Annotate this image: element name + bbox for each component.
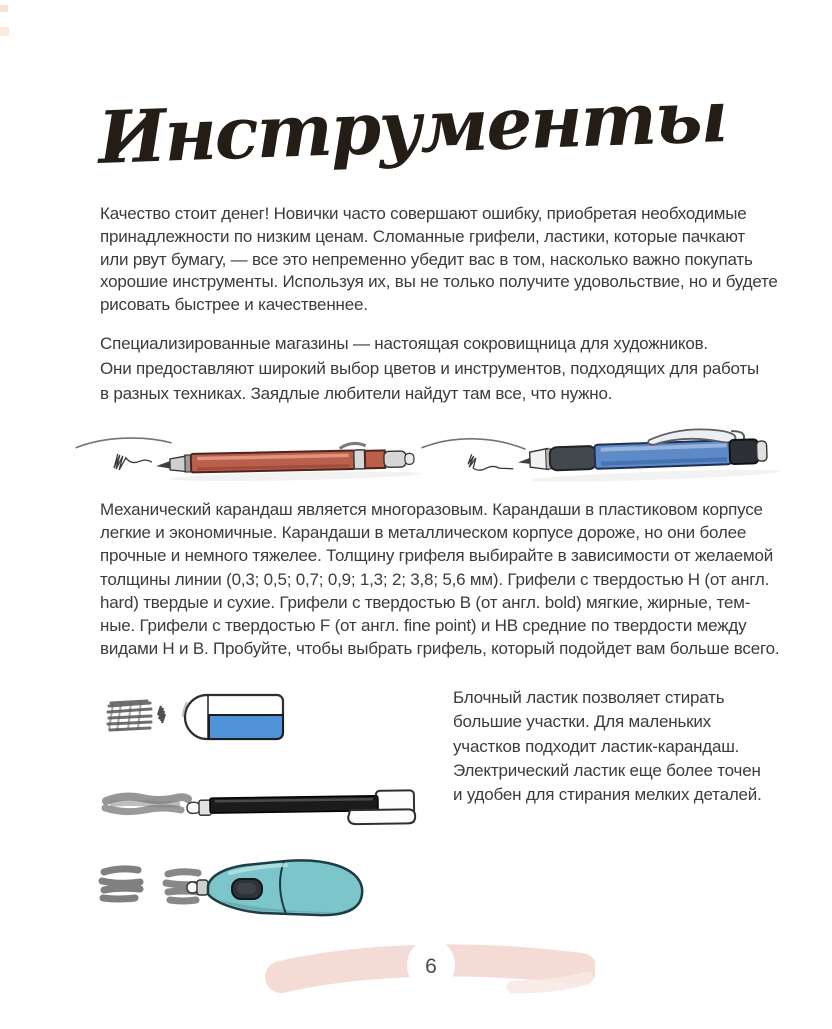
eraser-smudge — [105, 808, 181, 812]
intro-paragraph — [100, 203, 778, 317]
electric-eraser-illustration — [90, 848, 390, 926]
pencil-clip — [340, 443, 366, 448]
brush-stroke-flick — [279, 981, 289, 983]
text-line: Качество стоит денег! Новички часто совершают ошибку, приобретая необходимые — [100, 204, 747, 223]
text-line: Они предоставляют широкий выбор цветов и инструментов, подходящих для работы — [100, 359, 759, 379]
push-button — [756, 441, 767, 461]
eraser-smudge — [106, 797, 188, 801]
shops-paragraph — [100, 331, 759, 407]
text-line: ные. Грифели с твердостью F (от англ. fine point) и HB средние по твердости между — [100, 616, 747, 636]
end-cap-dark — [729, 439, 758, 464]
pencil-paragraph — [100, 498, 779, 660]
eraser-pencil-illustration — [90, 780, 420, 835]
blue-mechanical-pencil-illustration — [420, 415, 800, 500]
chapter-title: Инструменты — [96, 73, 728, 180]
block-eraser-illustration — [95, 686, 295, 748]
eraser-sleeve — [209, 715, 283, 739]
rubber-grip — [550, 446, 597, 471]
power-button-inner — [237, 883, 256, 894]
text-line: участков подходит ластик-карандаш. — [453, 736, 740, 756]
pencil-test-scribble — [468, 453, 514, 471]
brush-stroke-echo — [513, 978, 587, 987]
text-line: Электрический ластик еще более точен — [453, 760, 761, 780]
page-number: 6 — [425, 955, 437, 978]
text-line: рисовать быстрее и качественнее. — [100, 295, 368, 315]
text-line: принадлежности по низким ценам. Сломанные грифели, ластики, которые пачкают — [100, 226, 745, 246]
eraser-cap — [384, 451, 406, 467]
red-mechanical-pencil-illustration — [60, 420, 440, 500]
pencil-test-scribble — [114, 453, 152, 470]
text-line: или рвут бумагу, — все это непременно убедит вас в том, насколько важно покупать — [100, 249, 753, 269]
page-edge-mark — [0, 27, 9, 36]
eraser-smudge — [158, 706, 165, 723]
text-line: и удобен для стирания мелких деталей. — [453, 785, 762, 805]
metal-cone — [170, 456, 186, 472]
eraser-paragraph — [453, 686, 762, 807]
text-line: прочные и немного тяжелее. Толщину грифеля выбирайте в зависимости от желаемой — [100, 546, 774, 566]
sketch-line — [75, 437, 171, 448]
page-footer — [265, 935, 595, 997]
text-line: видами H и B. Пробуйте, чтобы выбрать грифель, который подойдет вам больше всего. — [100, 639, 780, 659]
ferrule — [197, 880, 208, 895]
text-line: хорошие инструменты. Используя их, вы не только получите удовольствие, но и будете — [100, 272, 778, 292]
text-line: hard) твердые и сухие. Грифели с твердостью B (от англ. bold) мягкие, жирные, тем- — [100, 592, 751, 612]
text-line: толщины линии (0,3; 0,5; 0,7; 0,9; 1,3; 2; 3,8; 5,6 мм). Грифели с твердостью H (от англ. — [100, 569, 770, 589]
eraser-tip — [187, 802, 200, 813]
text-line: Механический карандаш является многоразовым. Карандаши в пластиковом корпусе — [100, 500, 763, 519]
text-line: большие участки. Для маленьких — [453, 712, 711, 732]
clip-arm — [348, 809, 415, 824]
pencil-end-section — [365, 450, 385, 468]
text-line: легкие и экономичные. Карандаши в металлическом корпусе дороже, но они более — [100, 523, 747, 543]
sketch-line — [421, 437, 525, 453]
text-line: Блочный ластик позволяет стирать — [453, 688, 725, 707]
text-line: Специализированные магазины — настоящая сокровищница для художников. — [100, 334, 708, 353]
eraser-smudge — [102, 869, 140, 899]
eraser-smudge — [110, 803, 180, 805]
text-line: в разных техниках. Заядлые любители найдут там все, что нужно. — [100, 384, 613, 404]
page-edge-mark — [0, 5, 8, 12]
cap-nub — [405, 453, 414, 464]
